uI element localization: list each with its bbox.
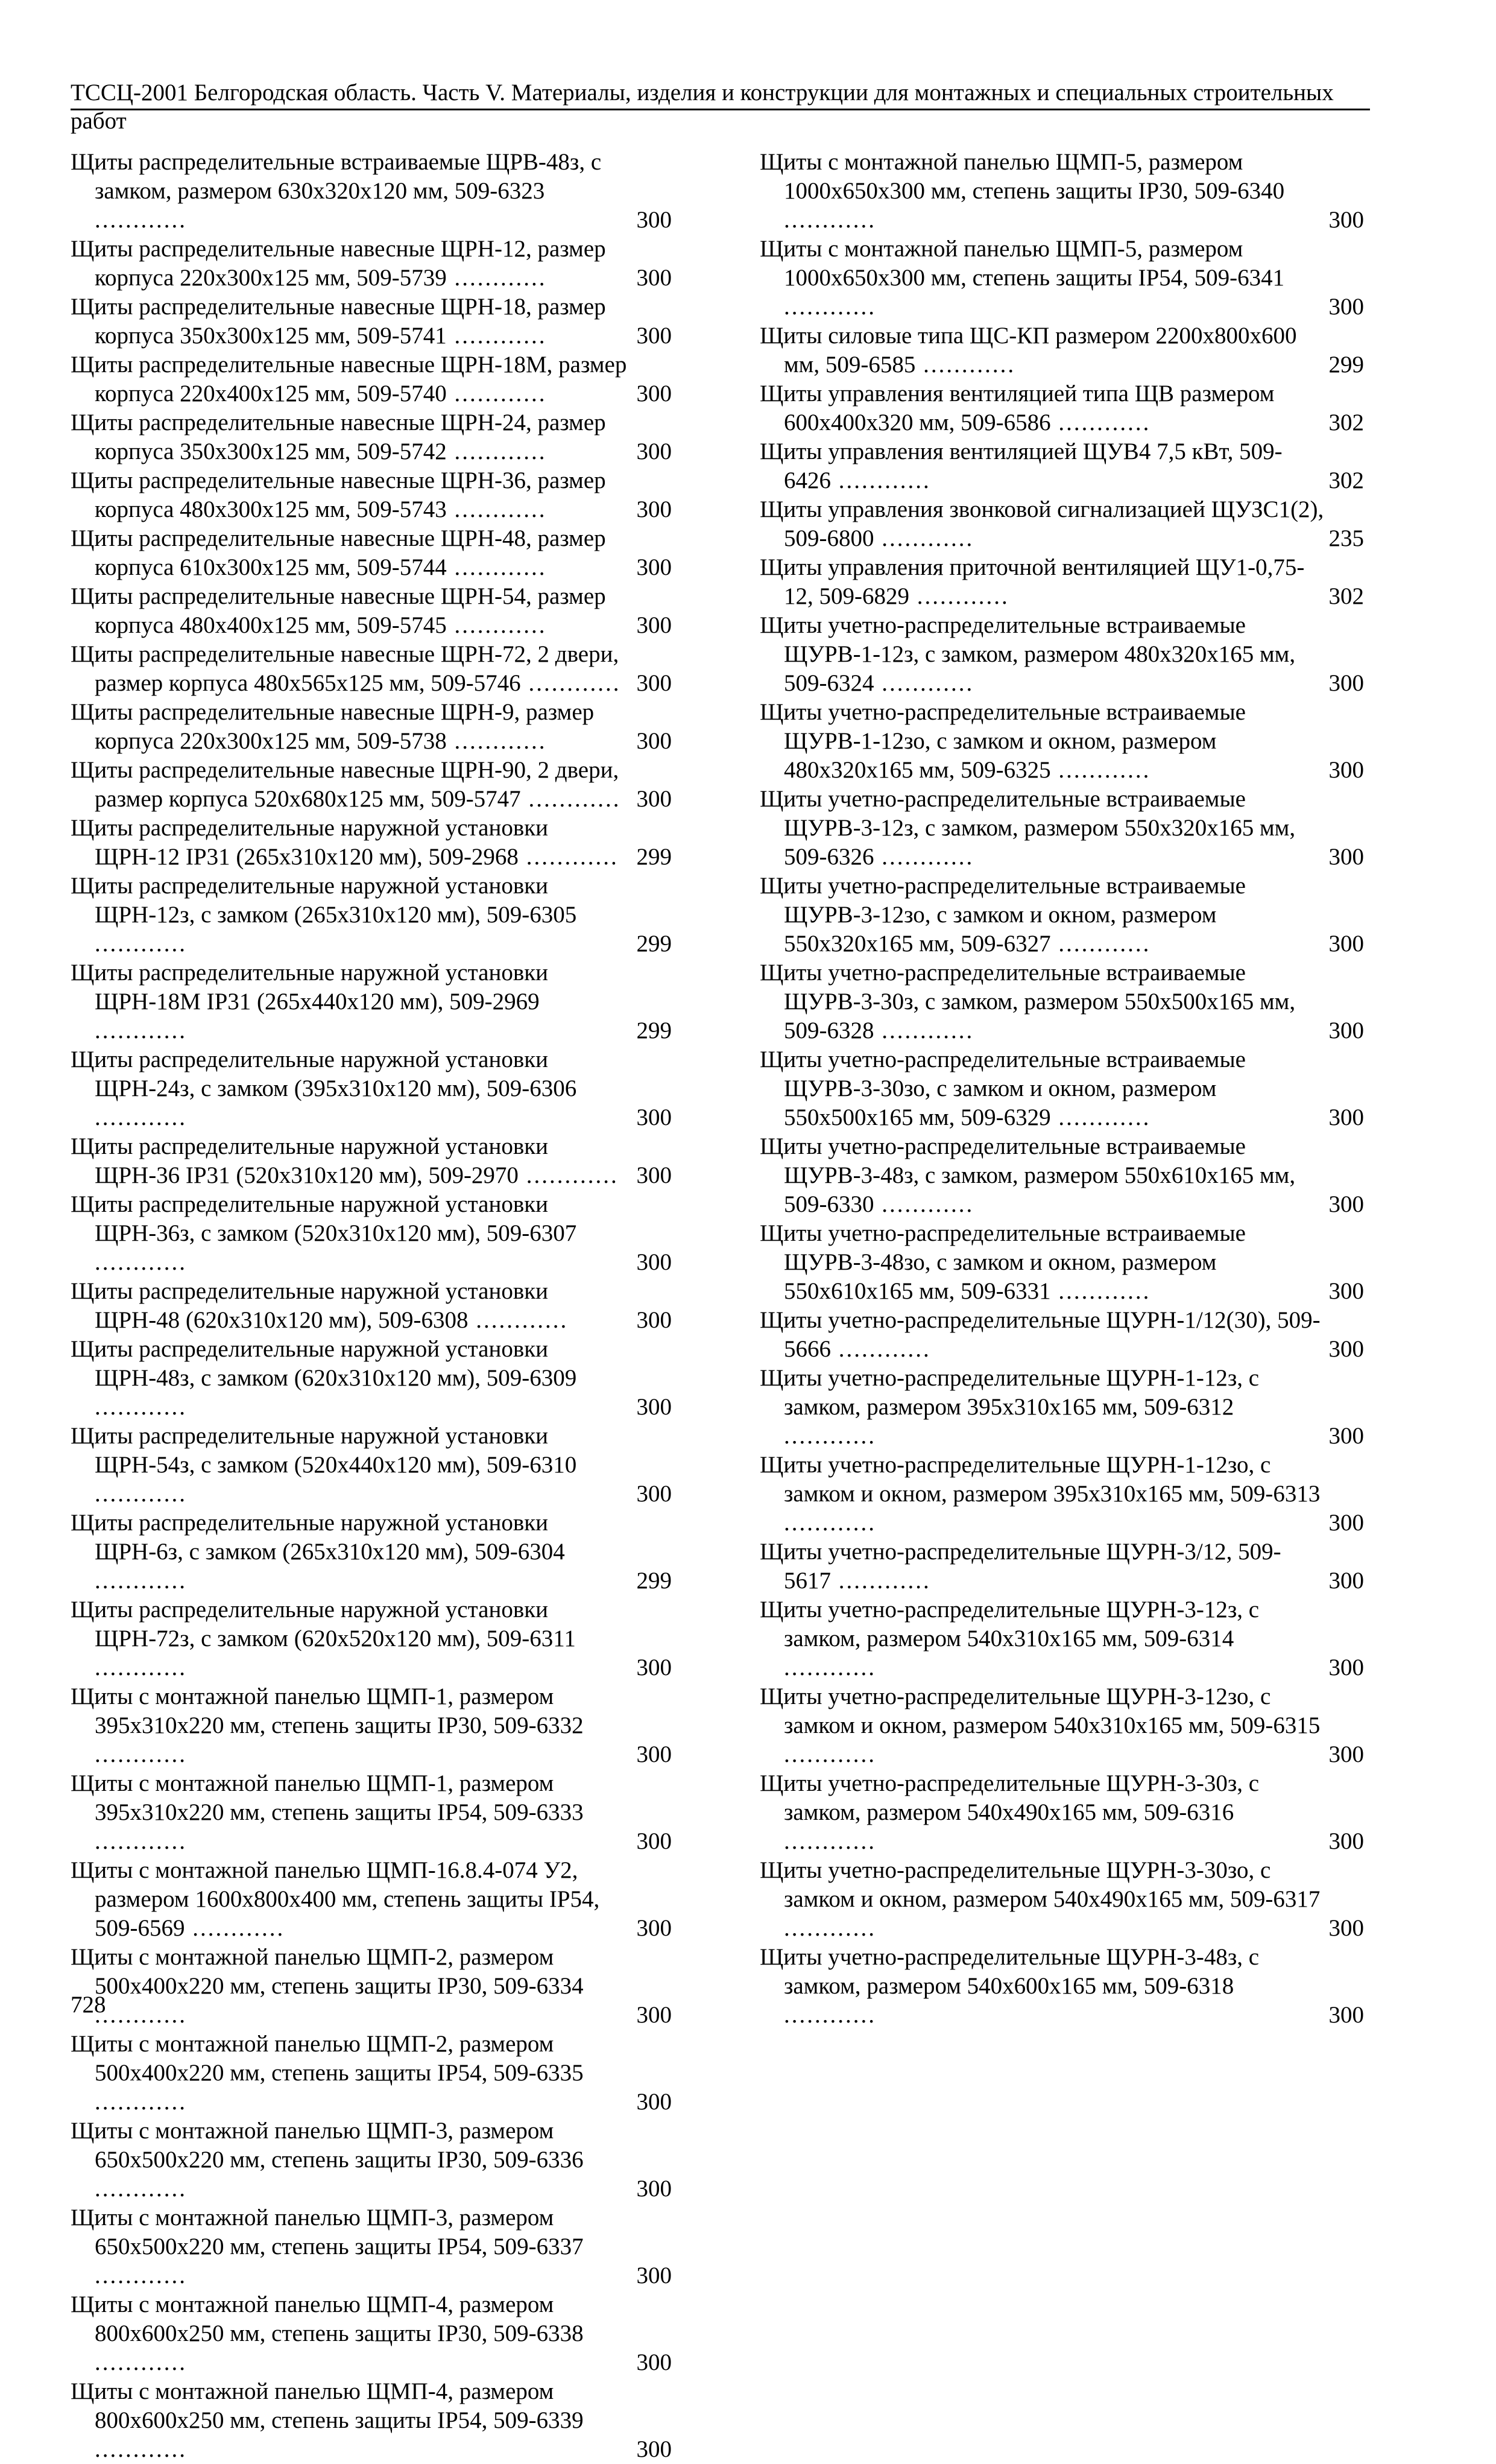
index-entry-text: Щиты с монтажной панелью ЩМП-1, размером 395х310х220 мм, степень защиты IP54, 509-6333 ............ (71, 1770, 584, 1854)
index-entry (71, 582, 672, 640)
index-entry-text: Щиты распределительные наружной установки ЩРН-12 IP31 (265х310х120 мм), 509-2968 ............ (71, 815, 619, 870)
index-entry-text: Щиты учетно-распределительные ЩУРН-3-48з, с замком, размером 540х600х165 мм, 509-6318 ............ (760, 1944, 1260, 2028)
index-entry-page: 300 (636, 670, 672, 696)
index-entry-text: Щиты распределительные навесные ЩРН-72, 2 двери, размер корпуса 480х565х125 мм, 509-5746 ............ (71, 641, 621, 696)
index-entry-text: Щиты учетно-распределительные ЩУРН-3/12, 509-5617 ............ (760, 1539, 1281, 1594)
index-entry (71, 2377, 672, 2464)
dot-leader: ............ (446, 554, 547, 580)
index-entry-page: 300 (1328, 1104, 1364, 1130)
index-entry-page: 300 (636, 554, 672, 580)
index-entry-page: 300 (636, 381, 672, 407)
dot-leader: ............ (95, 1481, 187, 1507)
running-header: ТССЦ-2001 Белгородская область. Часть V. Материалы, изделия и конструкции для монтажных и специальных строительных работ (71, 80, 1334, 134)
dot-leader: ............ (446, 323, 547, 349)
index-entry-page: 302 (1328, 467, 1364, 493)
dot-leader: ............ (446, 381, 547, 407)
index-entry-page: 300 (1328, 931, 1364, 957)
index-entry-text: Щиты учетно-распределительные ЩУРН-3-30з, с замком, размером 540х490х165 мм, 509-6316 ............ (760, 1770, 1260, 1854)
index-entry-page: 300 (636, 1828, 672, 1854)
dot-leader: ............ (874, 1191, 974, 1217)
index-entry (760, 958, 1364, 1045)
page-number: 728 (71, 1992, 106, 2018)
index-entry-page: 299 (636, 931, 672, 957)
dot-leader: ............ (468, 1307, 569, 1333)
dot-leader: ............ (784, 2002, 876, 2028)
dot-leader: ............ (446, 439, 547, 464)
index-entry-page: 235 (1328, 525, 1364, 551)
index-entry-text: Щиты распределительные навесные ЩРН-54, размер корпуса 480х400х125 мм, 509-5745 ............ (71, 583, 606, 638)
index-entry-page: 300 (1328, 670, 1364, 696)
index-entry (71, 958, 672, 1045)
index-entry (71, 2117, 672, 2203)
index-entry (71, 524, 672, 582)
index-entry-page: 300 (1328, 1423, 1364, 1449)
dot-leader: ............ (909, 583, 1009, 609)
index-entry (71, 1335, 672, 1422)
index-entry-page: 300 (1328, 757, 1364, 783)
dot-leader: ............ (1050, 931, 1151, 957)
index-column-right (760, 148, 1364, 2030)
index-entry (71, 2203, 672, 2290)
index-entry-text: Щиты распределительные наружной установки ЩРН-12з, с замком (265х310х120 мм), 509-6305 ............ (71, 873, 577, 957)
index-entry (71, 2290, 672, 2377)
index-entry-text: Щиты распределительные наружной установки ЩРН-6з, с замком (265х310х120 мм), 509-6304 ............ (71, 1510, 565, 1594)
index-entry-page: 302 (1328, 583, 1364, 609)
dot-leader: ............ (446, 612, 547, 638)
index-entry-text: Щиты учетно-распределительные ЩУРН-3-12з, с замком, размером 540х310х165 мм, 509-6314 ............ (760, 1597, 1260, 1680)
dot-leader: ............ (784, 1741, 876, 1767)
dot-leader: ............ (1050, 1278, 1151, 1304)
index-entry-text: Щиты учетно-распределительные встраиваемые ЩУРВ-3-48зо, с замком и окном, размером 550х610х165 мм, 509-6331 ............ (760, 1220, 1246, 1304)
index-entry-page: 300 (1328, 207, 1364, 233)
dot-leader: ............ (874, 670, 974, 696)
dot-leader: ............ (95, 2349, 187, 2375)
index-entry-text: Щиты распределительные навесные ЩРН-12, размер корпуса 220х300х125 мм, 509-5739 ............ (71, 236, 606, 291)
index-entry (71, 1132, 672, 1190)
index-entry-page: 300 (1328, 1510, 1364, 1536)
dot-leader: ............ (518, 844, 619, 870)
index-entry-page: 300 (636, 1394, 672, 1420)
index-entry-text: Щиты с монтажной панелью ЩМП-2, размером 500х400х220 мм, степень защиты IP54, 509-6335 ............ (71, 2031, 584, 2115)
index-entry (760, 1769, 1364, 1856)
index-entry-text: Щиты распределительные наружной установки ЩРН-54з, с замком (520х440х120 мм), 509-6310 ............ (71, 1423, 577, 1507)
dot-leader: ............ (95, 1394, 187, 1420)
index-entry-text: Щиты управления вентиляцией ЩУВ4 7,5 кВт, 509-6426 ............ (760, 439, 1283, 493)
index-entry-text: Щиты распределительные навесные ЩРН-9, размер корпуса 220х300х125 мм, 509-5738 ............ (71, 699, 595, 754)
dot-leader: ............ (784, 294, 876, 320)
index-entry-page: 300 (636, 728, 672, 754)
dot-leader: ............ (446, 728, 547, 754)
index-entry (71, 1856, 672, 1943)
index-entry-text: Щиты распределительные наружной установки ЩРН-36з, с замком (520х310х120 мм), 509-6307 ............ (71, 1191, 577, 1275)
index-entry-page: 300 (636, 323, 672, 349)
dot-leader: ............ (95, 931, 187, 957)
index-entry (760, 379, 1364, 437)
index-entry-text: Щиты распределительные наружной установки ЩРН-48з, с замком (620х310х120 мм), 509-6309 ............ (71, 1336, 577, 1420)
index-entry-page: 300 (636, 265, 672, 291)
dot-leader: ............ (784, 1828, 876, 1854)
header-rule (71, 109, 1370, 110)
index-entry (760, 1132, 1364, 1219)
index-entry-text: Щиты учетно-распределительные встраиваемые ЩУРВ-3-30з, с замком, размером 550х500х165 мм, 509-6328 ............ (760, 960, 1296, 1044)
index-entry (71, 1190, 672, 1277)
index-entry-text: Щиты с монтажной панелью ЩМП-1, размером 395х310х220 мм, степень защиты IP30, 509-6332 ............ (71, 1683, 584, 1767)
index-entry-text: Щиты управления приточной вентиляцией ЩУ1-0,75-12, 509-6829 ............ (760, 554, 1305, 609)
index-entry-page: 300 (1328, 1828, 1364, 1854)
index-entry-text: Щиты учетно-распределительные ЩУРН-3-30зо, с замком и окном, размером 540х490х165 мм, 509-6317 ............ (760, 1857, 1321, 1941)
index-entry-page: 300 (1328, 1915, 1364, 1941)
index-entry-text: Щиты с монтажной панелью ЩМП-2, размером 500х400х220 мм, степень защиты IP30, 509-6334 ............ (71, 1944, 584, 2028)
index-entry (760, 148, 1364, 235)
index-entry-text: Щиты учетно-распределительные встраиваемые ЩУРВ-1-12зо, с замком и окном, размером 480х320х165 мм, 509-6325 ............ (760, 699, 1246, 783)
dot-leader: ............ (95, 2263, 187, 2288)
index-entry-page: 300 (636, 612, 672, 638)
index-entry-text: Щиты учетно-распределительные ЩУРН-1/12(30), 509-5666 ............ (760, 1307, 1321, 1362)
dot-leader: ............ (518, 1162, 619, 1188)
index-entry (71, 1943, 672, 2030)
index-entry-text: Щиты распределительные навесные ЩРН-48, размер корпуса 610х300х125 мм, 509-5744 ............ (71, 525, 606, 580)
dot-leader: ............ (95, 1568, 187, 1594)
index-entry-page: 300 (1328, 1018, 1364, 1044)
dot-leader: ............ (784, 1423, 876, 1449)
index-entry-page: 300 (636, 1307, 672, 1333)
index-entry (71, 408, 672, 466)
index-entry-text: Щиты учетно-распределительные ЩУРН-1-12з, с замком, размером 395х310х165 мм, 509-6312 ............ (760, 1365, 1260, 1449)
index-entry (760, 872, 1364, 958)
index-entry-text: Щиты с монтажной панелью ЩМП-3, размером 650х500х220 мм, степень защиты IP54, 509-6337 ............ (71, 2205, 584, 2288)
index-entry (71, 756, 672, 814)
index-entry-page: 300 (636, 2436, 672, 2462)
dot-leader: ............ (1050, 757, 1151, 783)
index-entry-page: 300 (636, 1162, 672, 1188)
index-entry-text: Щиты распределительные встраиваемые ЩРВ-48з, с замком, размером 630х320х120 мм, 509-6323 ............ (71, 149, 602, 233)
index-entry-text: Щиты управления вентиляцией типа ЩВ размером 600х400х320 мм, 509-6586 ............ (760, 381, 1275, 435)
index-entry (71, 1682, 672, 1769)
index-entry-page: 300 (636, 1104, 672, 1130)
dot-leader: ............ (95, 207, 187, 233)
dot-leader: ............ (831, 1568, 931, 1594)
index-entry (71, 293, 672, 350)
index-entry-page: 300 (636, 207, 672, 233)
index-entry-page: 300 (636, 496, 672, 522)
index-entry-text: Щиты учетно-распределительные встраиваемые ЩУРВ-3-30зо, с замком и окном, размером 550х500х165 мм, 509-6329 ............ (760, 1047, 1246, 1130)
index-entry-text: Щиты учетно-распределительные ЩУРН-3-12зо, с замком и окном, размером 540х310х165 мм, 509-6315 ............ (760, 1683, 1321, 1767)
index-entry-text: Щиты с монтажной панелью ЩМП-4, размером 800х600х250 мм, степень защиты IP30, 509-6338 ............ (71, 2291, 584, 2375)
index-entry (760, 553, 1364, 611)
index-entry-text: Щиты учетно-распределительные встраиваемые ЩУРВ-3-12зо, с замком и окном, размером 550х320х165 мм, 509-6327 ............ (760, 873, 1246, 957)
index-entry-page: 300 (1328, 294, 1364, 320)
index-entry-page: 300 (1328, 1741, 1364, 1767)
index-entry-text: Щиты с монтажной панелью ЩМП-5, размером 1000х650х300 мм, степень защиты IP54, 509-6341 ............ (760, 236, 1285, 320)
index-entry (71, 148, 672, 235)
dot-leader: ............ (95, 2089, 187, 2115)
dot-leader: ............ (95, 2436, 187, 2462)
dot-leader: ............ (874, 844, 974, 870)
index-entry (760, 495, 1364, 553)
dot-leader: ............ (520, 786, 621, 812)
index-entry-page: 299 (636, 844, 672, 870)
index-entry-page: 300 (636, 1915, 672, 1941)
index-entry (760, 1364, 1364, 1451)
dot-leader: ............ (95, 1018, 187, 1044)
index-entry (760, 1306, 1364, 1364)
index-entry (71, 1045, 672, 1132)
index-entry-text: Щиты распределительные навесные ЩРН-24, размер корпуса 350х300х125 мм, 509-5742 ............ (71, 410, 606, 464)
index-entry (71, 1277, 672, 1335)
index-entry-page: 299 (1328, 352, 1364, 378)
dot-leader: ............ (185, 1915, 285, 1941)
index-entry (760, 1943, 1364, 2030)
index-entry-page: 299 (636, 1568, 672, 1594)
index-entry-text: Щиты силовые типа ЩС-КП размером 2200х800х600 мм, 509-6585 ............ (760, 323, 1297, 378)
index-entry (71, 1595, 672, 1682)
index-entry-page: 300 (636, 1655, 672, 1680)
index-entry-text: Щиты распределительные наружной установки ЩРН-36 IP31 (520х310х120 мм), 509-2970 ............ (71, 1133, 619, 1188)
index-entry-page: 300 (636, 1481, 672, 1507)
index-entry (71, 235, 672, 293)
index-entry (760, 1219, 1364, 1306)
index-entry-page: 300 (1328, 1655, 1364, 1680)
index-entry-text: Щиты распределительные наружной установки ЩРН-18М IP31 (265х440х120 мм), 509-2969 ............ (71, 960, 549, 1044)
index-entry-text: Щиты распределительные навесные ЩРН-90, 2 двери, размер корпуса 520х680х125 мм, 509-5747 ............ (71, 757, 621, 812)
index-entry (760, 698, 1364, 785)
index-entry (71, 698, 672, 756)
dot-leader: ............ (915, 352, 1016, 378)
dot-leader: ............ (874, 1018, 974, 1044)
index-entry-text: Щиты распределительные навесные ЩРН-36, размер корпуса 480х300х125 мм, 509-5743 ............ (71, 467, 606, 522)
index-entry-text: Щиты распределительные навесные ЩРН-18М, размер корпуса 220х400х125 мм, 509-5740 ............ (71, 352, 627, 407)
dot-leader: ............ (95, 1741, 187, 1767)
index-entry (760, 1682, 1364, 1769)
index-entry (71, 466, 672, 524)
index-entry (71, 872, 672, 958)
index-entry-text: Щиты с монтажной панелью ЩМП-3, размером 650х500х220 мм, степень защиты IP30, 509-6336 ............ (71, 2118, 584, 2202)
index-entry-text: Щиты с монтажной панелью ЩМП-16.8.4-074 У2, размером 1600х800х400 мм, степень защиты IP54, 509-6569 ............ (71, 1857, 600, 1941)
index-entry-page: 300 (1328, 1336, 1364, 1362)
index-entry (71, 814, 672, 872)
dot-leader: ............ (784, 207, 876, 233)
index-entry (71, 1509, 672, 1595)
index-entry (71, 640, 672, 698)
index-entry (760, 235, 1364, 321)
index-entry (760, 1538, 1364, 1595)
dot-leader: ............ (784, 1510, 876, 1536)
index-entry (71, 350, 672, 408)
index-entry-text: Щиты с монтажной панелью ЩМП-4, размером 800х600х250 мм, степень защиты IP54, 509-6339 ............ (71, 2378, 584, 2462)
index-entry (760, 611, 1364, 698)
index-entry-page: 300 (636, 2176, 672, 2202)
dot-leader: ............ (831, 1336, 931, 1362)
dot-leader: ............ (784, 1915, 876, 1941)
dot-leader: ............ (874, 525, 974, 551)
index-column-left (71, 148, 672, 2464)
dot-leader: ............ (95, 2002, 187, 2028)
index-entry-page: 300 (1328, 844, 1364, 870)
dot-leader: ............ (1050, 410, 1151, 435)
index-entry-page: 300 (636, 2263, 672, 2288)
dot-leader: ............ (95, 2176, 187, 2202)
index-entry-text: Щиты учетно-распределительные встраиваемые ЩУРВ-3-12з, с замком, размером 550х320х165 мм, 509-6326 ............ (760, 786, 1296, 870)
index-entry-page: 300 (1328, 1568, 1364, 1594)
index-entry-page: 300 (636, 786, 672, 812)
index-entry-text: Щиты учетно-распределительные встраиваемые ЩУРВ-3-48з, с замком, размером 550х610х165 мм, 509-6330 ............ (760, 1133, 1296, 1217)
index-entry-page: 300 (636, 2089, 672, 2115)
index-entry-text: Щиты учетно-распределительные встраиваемые ЩУРВ-1-12з, с замком, размером 480х320х165 мм, 509-6324 ............ (760, 612, 1296, 696)
index-entry (760, 1856, 1364, 1943)
dot-leader: ............ (95, 1104, 187, 1130)
index-entry-page: 300 (636, 1249, 672, 1275)
index-entry-page: 300 (1328, 1191, 1364, 1217)
index-entry-text: Щиты с монтажной панелью ЩМП-5, размером 1000х650х300 мм, степень защиты IP30, 509-6340 ............ (760, 149, 1285, 233)
dot-leader: ............ (784, 1655, 876, 1680)
index-entry-page: 300 (636, 2349, 672, 2375)
dot-leader: ............ (446, 496, 547, 522)
dot-leader: ............ (446, 265, 547, 291)
index-entry-text: Щиты распределительные наружной установки ЩРН-72з, с замком (620х520х120 мм), 509-6311 ............ (71, 1597, 576, 1680)
index-entry-page: 300 (636, 2002, 672, 2028)
index-entry-page: 300 (636, 1741, 672, 1767)
index-entry-text: Щиты управления звонковой сигнализацией ЩУЗС1(2), 509-6800 ............ (760, 496, 1324, 551)
index-entry (71, 2030, 672, 2117)
dot-leader: ............ (95, 1655, 187, 1680)
index-entry-page: 300 (1328, 1278, 1364, 1304)
dot-leader: ............ (95, 1249, 187, 1275)
index-entry (760, 437, 1364, 495)
index-entry-page: 300 (636, 439, 672, 464)
index-entry-page: 299 (636, 1018, 672, 1044)
index-entry (760, 321, 1364, 379)
dot-leader: ............ (520, 670, 621, 696)
index-entry-page: 300 (1328, 2002, 1364, 2028)
index-entry-text: Щиты распределительные навесные ЩРН-18, размер корпуса 350х300х125 мм, 509-5741 ............ (71, 294, 606, 349)
index-entry (760, 1595, 1364, 1682)
index-entry-text: Щиты распределительные наружной установки ЩРН-48 (620х310х120 мм), 509-6308 ............ (71, 1278, 569, 1333)
index-entry-text: Щиты учетно-распределительные ЩУРН-1-12зо, с замком и окном, размером 395х310х165 мм, 509-6313 ............ (760, 1452, 1321, 1536)
index-entry (71, 1422, 672, 1509)
index-entry (760, 1451, 1364, 1538)
index-entry (71, 1769, 672, 1856)
dot-leader: ............ (831, 467, 931, 493)
dot-leader: ............ (1050, 1104, 1151, 1130)
index-entry (760, 1045, 1364, 1132)
dot-leader: ............ (95, 1828, 187, 1854)
index-entry (760, 785, 1364, 872)
index-entry-text: Щиты распределительные наружной установки ЩРН-24з, с замком (395х310х120 мм), 509-6306 ............ (71, 1047, 577, 1130)
index-entry-page: 302 (1328, 410, 1364, 435)
